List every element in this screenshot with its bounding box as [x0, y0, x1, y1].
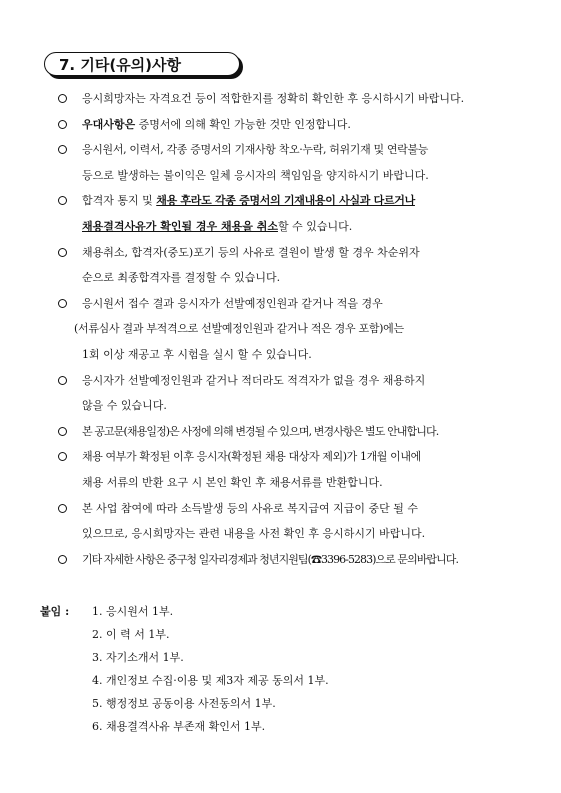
item-line: 채용 여부가 확정된 이후 응시자(확정된 채용 대상자 제외)가 1개월 이내에 [82, 450, 421, 464]
item-text: 증명서에 의해 확인 가능한 것만 인정합니다. [135, 117, 351, 131]
circle-bullet-icon [58, 94, 67, 103]
preferred-label: 우대사항은 [82, 117, 136, 131]
list-item [56, 547, 521, 573]
list-item [56, 496, 521, 547]
item-line: (서류심사 결과 부적격으로 선발예정인원과 같거나 적은 경우 포함)에는 [74, 322, 404, 336]
circle-bullet-icon [58, 145, 67, 154]
item-line [82, 188, 521, 214]
attachment-item: 1. 응시원서 1부. [92, 605, 174, 618]
item-line: 순으로 최종합격자를 결정할 수 있습니다. [82, 271, 281, 285]
circle-bullet-icon [58, 452, 67, 461]
notice-list [56, 86, 521, 572]
item-line: 등으로 발생하는 불이익은 일체 응시자의 책임임을 양지하시기 바랍니다. [82, 168, 429, 182]
circle-bullet-icon [58, 555, 67, 564]
item-line: 응시원서 접수 결과 응시자가 선발예정인원과 같거나 적을 경우 [82, 296, 383, 310]
section-title: 7. 기타(유의)사항 [44, 52, 240, 76]
item-line: 본 공고문(채용일정)은 사정에 의해 변경될 수 있으며, 변경사항은 별도 안내합니다. [82, 424, 439, 438]
item-line: 채용 서류의 반환 요구 시 본인 확인 후 채용서류를 반환합니다. [82, 475, 383, 489]
circle-bullet-icon [58, 196, 67, 205]
circle-bullet-icon [58, 248, 67, 257]
list-item [56, 112, 521, 138]
item-line: 응시원서, 이력서, 각종 증명서의 기재사항 착오·누락, 허위기재 및 연락불능 [82, 143, 429, 157]
list-item [56, 419, 521, 445]
circle-bullet-icon [58, 299, 67, 308]
circle-bullet-icon [58, 504, 67, 513]
list-item [56, 368, 521, 419]
item-line: 기타 자세한 사항은 중구청 일자리경제과 청년지원팀(☎3396-5283)으로 문의바랍니다. [82, 552, 458, 566]
attachment-item: 3. 자기소개서 1부. [92, 651, 184, 664]
list-item [56, 291, 521, 368]
item-line: 1회 이상 재공고 후 시험을 실시 할 수 있습니다. [82, 347, 312, 361]
item-line: 않을 수 있습니다. [82, 399, 167, 413]
item-line [82, 214, 521, 240]
item-line: 채용취소, 합격자(중도)포기 등의 사유로 결원이 발생 할 경우 차순위자 [82, 245, 420, 259]
item-line [82, 112, 521, 138]
item-line: 응시자가 선발예정인원과 같거나 적더라도 적격자가 없을 경우 채용하지 [82, 373, 426, 387]
list-item [56, 137, 521, 188]
item-line: 있으므로, 응시희망자는 관련 내용을 사전 확인 후 응시하시기 바랍니다. [82, 527, 426, 541]
item-text: 합격자 통지 및 [82, 194, 157, 208]
circle-bullet-icon [58, 376, 67, 385]
item-line: 응시희망자는 자격요건 등이 적합한지를 정확히 확인한 후 응시하시기 바랍니다. [82, 92, 465, 105]
attachment-item: 6. 채용결격사유 부존재 확인서 1부. [92, 720, 266, 733]
attachment-item: 2. 이 력 서 1부. [92, 628, 170, 641]
emphasis-text: 채용결격사유가 확인될 경우 채용을 취소 [82, 219, 278, 233]
circle-bullet-icon [58, 427, 67, 436]
list-item [56, 86, 521, 112]
emphasis-text: 채용 후라도 각종 증명서의 기재내용이 사실과 다르거나 [156, 194, 415, 208]
attachment-item: 5. 행정정보 공동이용 사전동의서 1부. [92, 697, 276, 710]
item-line: 본 사업 참여에 따라 소득발생 등의 사유로 복지급여 지급이 중단 될 수 [82, 501, 418, 515]
list-item [56, 188, 521, 239]
attachments-list [92, 600, 329, 738]
circle-bullet-icon [58, 120, 67, 129]
list-item [56, 240, 521, 291]
list-item [56, 444, 521, 495]
attachment-item: 4. 개인정보 수집·이용 및 제3자 제공 동의서 1부. [92, 674, 329, 687]
attachments-label: 붙임 : [40, 605, 70, 618]
item-text: 할 수 있습니다. [277, 219, 353, 233]
